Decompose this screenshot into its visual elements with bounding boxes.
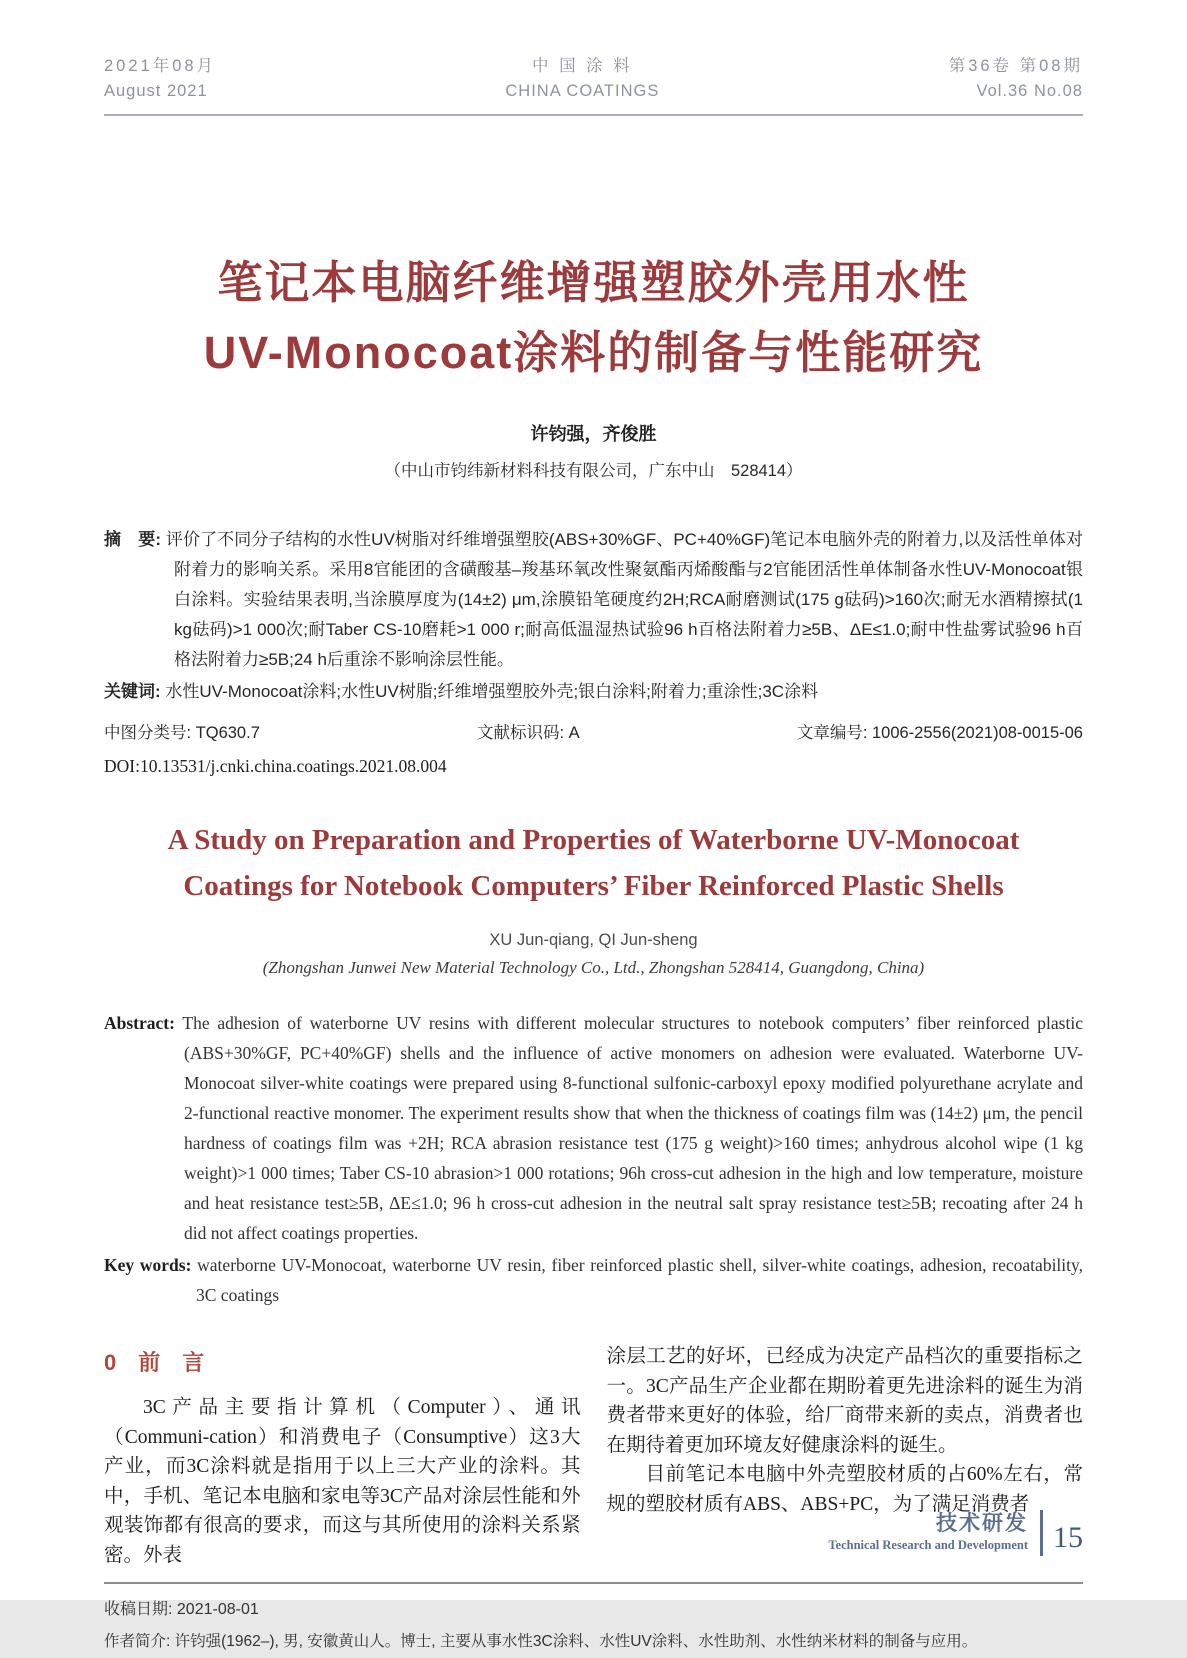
article-title-en: A Study on Preparation and Properties of Waterborne UV-Monocoat Coatings for Notebook Computers’ Fiber Reinforced Plastic Shells: [167, 824, 1020, 902]
abstract-cn-text: 评价了不同分子结构的水性UV树脂对纤维增强塑胶(ABS+30%GF、PC+40%GF)笔记本电脑外壳的附着力,以及活性单体对附着力的影响关系。采用8官能团的含磺酸基–羧基环氧改性聚氨酯丙烯酸酯与2官能团活性单体制备水性UV-Monocoat银白涂料。实验结果表明,当涂膜厚度为(14±2) μm,涂膜铅笔硬度约2H;RCA耐磨测试(175 g砝码)>160次;耐无水酒精擦拭(1 kg砝码)>1 000次;耐Taber CS-10磨耗>1 000 r;耐高低温湿热试验96 h百格法附着力≥5B、ΔE≤1.0;耐中性盐雾试验96 h百格法附着力≥5B;24 h后重涂不影响涂层性能。: [165, 530, 1083, 669]
abstract-en-text: The adhesion of waterborne UV resins with different molecular structures to notebook computers’ fiber reinforced plastic (ABS+30%GF, PC+40%GF) shells and the influence of active monomers on adhesion were evaluated. Waterborne UV-Monocoat silver-white coatings were prepared using 8-functional sulfonic-carboxyl epoxy modified polyurethane acrylate and 2-functional reactive monomer. The experiment results show that when the thickness of coatings film was (14±2) μm, the pencil hardness of coatings film was +2H; RCA abrasion resistance test (175 g weight)>160 times; anhydrous alcohol wipe (1 kg weight)>1 000 times; Taber CS-10 abrasion>1 000 rotations; 96h cross-cut adhesion in the high and low temperature, moisture and heat resistance test≥5B, ΔE≤1.0; 96 h cross-cut adhesion in the neutral salt spray resistance test≥5B; recoating after 24 h did not affect coatings properties.: [182, 1013, 1083, 1243]
received-date: 收稿日期: 2021-08-01: [104, 1601, 259, 1618]
page-number: 15: [1053, 1521, 1083, 1554]
affiliation-en: (Zhongshan Junwei New Material Technology Co., Ltd., Zhongshan 528414, Guangdong, China): [262, 958, 925, 977]
header-date-cn: 2021年08月: [104, 57, 217, 75]
article-title-cn-line2: UV-Monocoat涂料的制备与性能研究: [203, 327, 984, 378]
clc-number: 中图分类号: TQ630.7: [104, 724, 260, 742]
abstract-cn: [104, 525, 1083, 675]
abstract-en: [104, 1008, 1083, 1248]
column-label: [828, 1512, 1028, 1554]
header-issue-cn: 第36卷 第08期: [948, 57, 1083, 75]
article-title-cn-line1: 笔记本电脑纤维增强塑胶外壳用水性: [217, 257, 970, 308]
body-paragraph: 涂层工艺的好坏，已经成为决定产品档次的重要指标之一。3C产品生产企业都在期盼着更先进涂料的诞生为消费者带来更好的体验，给厂商带来新的卖点，消费者也在期待着更加环境友好健康涂料的诞生。: [606, 1346, 1083, 1456]
keywords-en-text: waterborne UV-Monocoat, waterborne UV resin, fiber reinforced plastic shell, silver-white coatings, adhesion, recoatability, 3C coatings: [196, 1255, 1083, 1305]
authors-en: XU Jun-qiang, QI Jun-sheng: [489, 931, 698, 949]
footnote: [104, 1582, 1083, 1658]
journal-name: [505, 54, 659, 104]
page-footer: [828, 1510, 1083, 1556]
article-title-cn: [104, 248, 1083, 388]
keywords-cn-label: 关键词:: [104, 682, 161, 701]
authors-cn: 许钧强，齐俊胜: [530, 424, 657, 444]
journal-name-cn: 中 国 涂 料: [531, 57, 633, 75]
footer-divider: [1040, 1510, 1043, 1556]
keywords-en: [104, 1250, 1083, 1310]
affiliation-cn: （中山市钧纬新材料科技有限公司，广东中山 528414）: [384, 462, 803, 480]
section-heading-intro: 0 前 言: [104, 1350, 205, 1375]
article-id: 文章编号: 1006-2556(2021)08-0015-06: [796, 724, 1083, 742]
keywords-cn: [104, 677, 1083, 707]
header-issue-en: Vol.36 No.08: [976, 82, 1083, 100]
keywords-cn-text: 水性UV-Monocoat涂料;水性UV树脂;纤维增强塑胶外壳;银白涂料;附着力;重涂性;3C涂料: [165, 682, 819, 701]
column-label-cn: 技术研发: [936, 1512, 1028, 1535]
author-bio: 作者简介: 许钧强(1962–), 男, 安徽黄山人。博士, 主要从事水性3C涂料、水性UV涂料、水性助剂、水性纳米材料的制备与应用。: [104, 1633, 978, 1650]
body-paragraph: 目前笔记本电脑中外壳塑胶材质的占60%左右，常规的塑胶材质有ABS、ABS+PC，为了满足消费者: [606, 1464, 1083, 1515]
body-column-left: [104, 1342, 581, 1570]
body-paragraph: 3C产品主要指计算机（Computer）、通讯（Communi-cation）和消费电子（Consumptive）这3大产业，而3C涂料就是指用于以上三大产业的涂料。其中，手机、笔记本电脑和家电等3C产品对涂层性能和外观装饰都有很高的要求，而这与其所使用的涂料关系紧密。外表: [104, 1397, 581, 1566]
running-head: [104, 0, 1083, 116]
document-code: 文献标识码: A: [477, 724, 580, 742]
header-issue-date: [104, 54, 216, 104]
abstract-cn-label: 摘 要:: [104, 530, 161, 549]
classification-row: [104, 719, 1083, 743]
column-label-en: Technical Research and Development: [828, 1538, 1028, 1552]
keywords-en-label: Key words:: [104, 1255, 192, 1275]
header-volume-issue: [949, 54, 1083, 104]
header-date-en: August 2021: [104, 82, 208, 100]
journal-name-en: CHINA COATINGS: [505, 82, 660, 100]
abstract-en-label: Abstract:: [104, 1013, 175, 1033]
doi: DOI:10.13531/j.cnki.china.coatings.2021.08.004: [104, 756, 447, 776]
